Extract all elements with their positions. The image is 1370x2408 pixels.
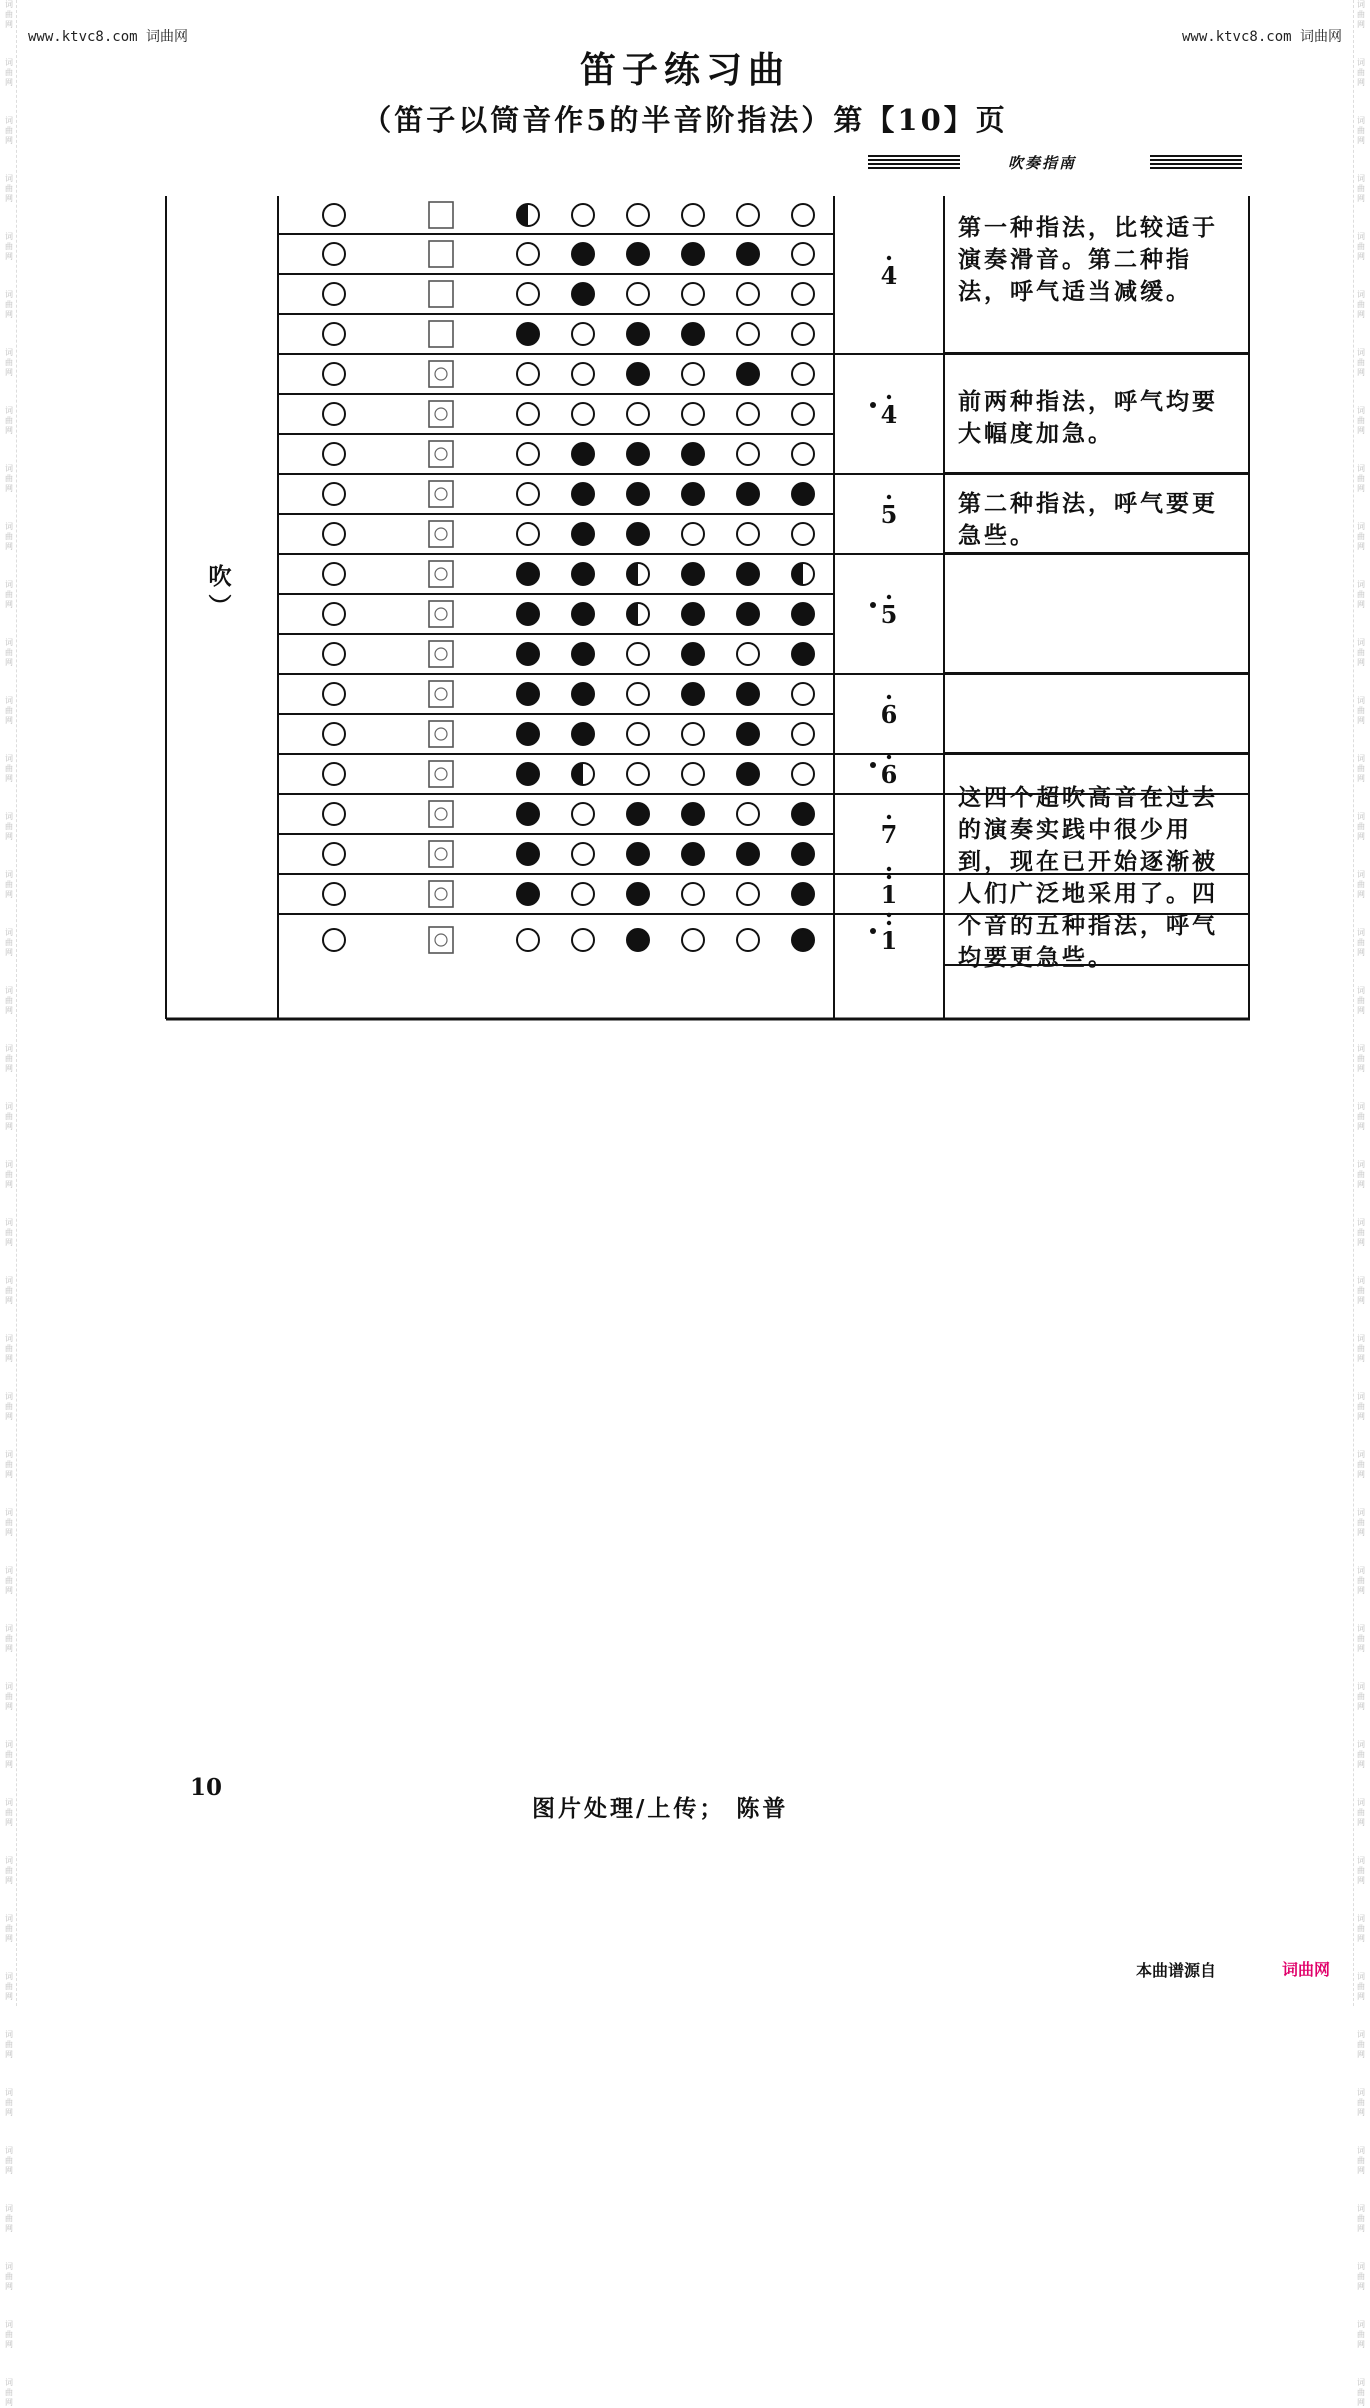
sharp-mark <box>870 402 876 408</box>
watermark-text: 词曲网 <box>5 928 13 957</box>
hole-closed <box>792 603 814 625</box>
hole-open <box>323 443 345 465</box>
hole-open <box>792 443 814 465</box>
watermark-text: 词曲网 <box>5 348 13 377</box>
hole-closed <box>627 929 649 951</box>
watermark-text: 词曲网 <box>5 2088 13 2117</box>
hole-open <box>682 883 704 905</box>
note-label: 1 <box>880 880 898 909</box>
hole-closed <box>737 683 759 705</box>
hole-open <box>682 763 704 785</box>
hole-open <box>323 323 345 345</box>
note-label: 5 <box>880 500 898 529</box>
page-title: 笛子练习曲 <box>579 49 790 91</box>
watermark-text: 词曲网 <box>1357 0 1365 29</box>
hole-open <box>323 883 345 905</box>
hole-closed <box>572 443 594 465</box>
watermark-text: 词曲网 <box>5 638 13 667</box>
watermark-text: 词曲网 <box>1357 2030 1365 2059</box>
hole-closed <box>572 603 594 625</box>
hole-closed <box>792 803 814 825</box>
membrane-hole <box>429 761 453 787</box>
hole-closed <box>682 803 704 825</box>
hole-open <box>517 929 539 951</box>
section-label: 吹奏指南 <box>1008 154 1077 172</box>
hole-closed <box>572 643 594 665</box>
membrane-hole <box>429 202 453 228</box>
watermark-text: 词曲网 <box>1357 580 1365 609</box>
watermark-text: 词曲网 <box>5 2262 13 2291</box>
hole-open <box>682 363 704 385</box>
watermark-text: 词曲网 <box>5 1160 13 1189</box>
note-6: 这四个超吹高音在过去的演奏实践中很少用到，现在已开始逐渐被人们广泛地采用了。四个音的五种指法，呼气均要更急些。 <box>958 784 1218 971</box>
watermark-text: 词曲网 <box>1357 638 1365 667</box>
hole-closed <box>572 283 594 305</box>
membrane-hole <box>429 681 453 707</box>
watermark-text: 词曲网 <box>5 1740 13 1769</box>
watermark-text: 词曲网 <box>1357 870 1365 899</box>
octave-dot <box>887 695 891 699</box>
hole-closed <box>737 363 759 385</box>
octave-dot <box>887 256 891 260</box>
watermark-text: 词曲网 <box>5 58 13 87</box>
note-label: 4 <box>880 400 898 429</box>
hole-closed <box>627 883 649 905</box>
hole-open <box>572 929 594 951</box>
membrane-hole <box>429 561 453 587</box>
hole-closed <box>517 643 539 665</box>
watermark-text: 词曲网 <box>5 116 13 145</box>
hole-open <box>572 204 594 226</box>
hole-open <box>323 763 345 785</box>
hole-open <box>572 803 594 825</box>
watermark-text: 词曲网 <box>1357 1392 1365 1421</box>
membrane-hole <box>429 601 453 627</box>
hole-closed <box>682 323 704 345</box>
hole-closed <box>517 843 539 865</box>
hole-open <box>737 643 759 665</box>
watermark-text: 词曲网 <box>5 1102 13 1131</box>
octave-dot <box>887 755 891 759</box>
page-subtitle: （笛子以筒音作5的半音阶指法）第【10】页 <box>362 103 1008 137</box>
watermark-text: 词曲网 <box>1357 1972 1365 2001</box>
hole-open <box>627 204 649 226</box>
watermark-text: 词曲网 <box>5 2146 13 2175</box>
hole-open <box>323 523 345 545</box>
hole-open <box>517 483 539 505</box>
watermark-text: 词曲网 <box>5 2378 13 2407</box>
watermark-text: 词曲网 <box>1357 1218 1365 1247</box>
hole-closed <box>572 523 594 545</box>
hole-open <box>737 283 759 305</box>
hole-open <box>572 363 594 385</box>
octave-dot <box>887 867 891 871</box>
hole-closed <box>737 603 759 625</box>
membrane-hole <box>429 801 453 827</box>
watermark-text: 词曲网 <box>5 2204 13 2233</box>
hole-closed <box>682 643 704 665</box>
hole-open <box>323 403 345 425</box>
note-label: 6 <box>880 700 898 729</box>
hole-open <box>627 683 649 705</box>
hole-closed <box>737 243 759 265</box>
hole-closed <box>682 603 704 625</box>
hole-open <box>682 723 704 745</box>
watermark-text: 词曲网 <box>5 290 13 319</box>
sharp-mark <box>870 602 876 608</box>
decor-lines-right <box>1150 155 1242 169</box>
hole-open <box>323 929 345 951</box>
watermark-text: 词曲网 <box>1357 928 1365 957</box>
hole-open <box>792 403 814 425</box>
hole-open <box>792 763 814 785</box>
watermark-text: 词曲网 <box>5 870 13 899</box>
watermark-text: 词曲网 <box>1357 1740 1365 1769</box>
watermark-text: 词曲网 <box>1357 290 1365 319</box>
watermark-text: 词曲网 <box>5 1972 13 2001</box>
watermark-text: 词曲网 <box>1357 1450 1365 1479</box>
hole-half-fill <box>517 204 528 226</box>
hole-open <box>323 803 345 825</box>
note-label: 4 <box>880 261 898 290</box>
left-watermark-strip <box>2 0 17 2407</box>
watermark-text: 词曲网 <box>5 174 13 203</box>
hole-open <box>792 283 814 305</box>
hole-open <box>737 323 759 345</box>
hole-open <box>627 403 649 425</box>
watermark-text: 词曲网 <box>5 812 13 841</box>
hole-closed <box>627 843 649 865</box>
hole-open <box>737 204 759 226</box>
watermark-text: 词曲网 <box>1357 116 1365 145</box>
hole-closed <box>572 563 594 585</box>
watermark-text: 词曲网 <box>1357 2378 1365 2407</box>
source-label: 本曲谱源自 <box>1136 1961 1217 1980</box>
decor-lines-left <box>868 155 960 169</box>
hole-closed <box>517 723 539 745</box>
hole-open <box>627 723 649 745</box>
hole-closed <box>517 883 539 905</box>
watermark-text: 词曲网 <box>5 464 13 493</box>
watermark-text: 词曲网 <box>5 232 13 261</box>
note-label: 6 <box>880 760 898 789</box>
hole-closed <box>517 603 539 625</box>
hole-closed <box>792 929 814 951</box>
hole-closed <box>682 443 704 465</box>
hole-half-fill <box>572 763 583 785</box>
hole-open <box>572 843 594 865</box>
hole-closed <box>792 483 814 505</box>
hole-open <box>517 243 539 265</box>
hole-open <box>323 643 345 665</box>
hole-open <box>517 363 539 385</box>
membrane-hole <box>429 881 453 907</box>
hole-open <box>792 683 814 705</box>
hole-closed <box>627 523 649 545</box>
hole-open <box>517 403 539 425</box>
watermark-text: 词曲网 <box>1357 1276 1365 1305</box>
watermark-text: 词曲网 <box>5 1624 13 1653</box>
watermark-text: 词曲网 <box>1357 464 1365 493</box>
note-3: 第二种指法，呼气要更急些。 <box>958 490 1218 549</box>
watermark-text: 词曲网 <box>5 1914 13 1943</box>
hole-closed <box>737 483 759 505</box>
hole-closed <box>517 323 539 345</box>
hole-closed <box>517 563 539 585</box>
hole-open <box>572 323 594 345</box>
watermark-text: 词曲网 <box>1357 1160 1365 1189</box>
note-label: 1 <box>880 926 898 955</box>
hole-open <box>572 883 594 905</box>
watermark-text: 词曲网 <box>1357 1102 1365 1131</box>
hole-open <box>323 204 345 226</box>
note-label: 5 <box>880 600 898 629</box>
side-label <box>205 562 235 622</box>
hole-closed <box>737 763 759 785</box>
hole-open <box>323 483 345 505</box>
watermark-text: 词曲网 <box>5 1798 13 1827</box>
section-header-strip <box>868 152 1242 172</box>
hole-open <box>737 929 759 951</box>
hole-open <box>323 363 345 385</box>
hole-closed <box>627 443 649 465</box>
watermark-text: 词曲网 <box>5 1682 13 1711</box>
membrane-hole <box>429 361 453 387</box>
hole-closed <box>682 243 704 265</box>
watermark-text: 词曲网 <box>5 406 13 435</box>
octave-dot <box>887 395 891 399</box>
watermark-text: 词曲网 <box>5 1450 13 1479</box>
octave-dot <box>887 495 891 499</box>
hole-closed <box>572 243 594 265</box>
watermark-text: 词曲网 <box>1357 232 1365 261</box>
hole-open <box>737 883 759 905</box>
watermark-text: 词曲网 <box>1357 522 1365 551</box>
hole-open <box>323 603 345 625</box>
watermark-text: 词曲网 <box>1357 406 1365 435</box>
watermark-text: 词曲网 <box>1357 986 1365 1015</box>
hole-closed <box>627 323 649 345</box>
watermark-text: 词曲网 <box>1357 2262 1365 2291</box>
hole-open <box>737 403 759 425</box>
octave-dot <box>887 815 891 819</box>
membrane-hole <box>429 281 453 307</box>
membrane-hole <box>429 521 453 547</box>
hole-closed <box>627 363 649 385</box>
hole-closed <box>627 243 649 265</box>
hole-open <box>737 803 759 825</box>
hole-closed <box>792 843 814 865</box>
hole-open <box>792 363 814 385</box>
watermark-text: 词曲网 <box>1357 1914 1365 1943</box>
hole-open <box>682 283 704 305</box>
watermark-text: 词曲网 <box>1357 2088 1365 2117</box>
hole-open <box>737 523 759 545</box>
hole-open <box>323 683 345 705</box>
hole-closed <box>517 803 539 825</box>
hole-closed <box>627 803 649 825</box>
octave-dot <box>887 921 891 925</box>
hole-half-fill <box>627 563 638 585</box>
watermark-text: 词曲网 <box>5 522 13 551</box>
octave-dot <box>887 595 891 599</box>
brand-link[interactable]: 词曲网 <box>1282 1960 1331 1979</box>
hole-open <box>792 523 814 545</box>
hole-open <box>517 523 539 545</box>
hole-closed <box>682 843 704 865</box>
hole-open <box>682 523 704 545</box>
watermark-text: 词曲网 <box>5 1276 13 1305</box>
hole-closed <box>517 763 539 785</box>
watermark-text: 词曲网 <box>1357 1508 1365 1537</box>
hole-open <box>682 403 704 425</box>
watermark-text: 词曲网 <box>1357 2204 1365 2233</box>
hole-closed <box>792 643 814 665</box>
watermark-text: 词曲网 <box>1357 1856 1365 1885</box>
hole-open <box>323 283 345 305</box>
hole-open <box>627 283 649 305</box>
watermark-text: 词曲网 <box>1357 754 1365 783</box>
hole-closed <box>572 683 594 705</box>
watermark-text: 词曲网 <box>1357 1682 1365 1711</box>
watermark-text: 词曲网 <box>5 1334 13 1363</box>
watermark-text: 词曲网 <box>5 1856 13 1885</box>
watermark-text: 词曲网 <box>5 1392 13 1421</box>
watermark-text: 词曲网 <box>5 986 13 1015</box>
watermark-text: 词曲网 <box>1357 58 1365 87</box>
credit-line: 图片处理/上传； 陈普 <box>532 1795 789 1822</box>
watermark-text: 词曲网 <box>5 696 13 725</box>
watermark-text: 词曲网 <box>1357 696 1365 725</box>
hole-open <box>627 763 649 785</box>
side-label-char: 吹 <box>208 563 232 590</box>
membrane-hole <box>429 721 453 747</box>
hole-closed <box>737 563 759 585</box>
page-number: 10 <box>190 1774 223 1801</box>
watermark-text: 词曲网 <box>1357 2146 1365 2175</box>
watermark-text: 词曲网 <box>5 1508 13 1537</box>
membrane-hole <box>429 441 453 467</box>
hole-half-fill <box>792 563 803 585</box>
hole-open <box>323 843 345 865</box>
note-label: 7 <box>880 820 898 849</box>
note-1: 第一种指法，比较适于演奏滑音。第二种指法，呼气适当减缓。 <box>958 214 1218 305</box>
site-url-left[interactable]: www.ktvc8.com 词曲网 <box>28 29 189 45</box>
hole-open <box>517 283 539 305</box>
site-url-right[interactable]: www.ktvc8.com 词曲网 <box>1181 29 1342 45</box>
hole-closed <box>572 723 594 745</box>
octave-dot <box>887 913 891 917</box>
hole-closed <box>682 683 704 705</box>
hole-closed <box>737 723 759 745</box>
hole-open <box>682 204 704 226</box>
sharp-mark <box>870 762 876 768</box>
sharp-mark <box>870 928 876 934</box>
hole-closed <box>682 483 704 505</box>
hole-half-fill <box>627 603 638 625</box>
watermark-text: 词曲网 <box>1357 1044 1365 1073</box>
watermark-text: 词曲网 <box>1357 1624 1365 1653</box>
hole-open <box>792 723 814 745</box>
membrane-hole <box>429 241 453 267</box>
membrane-hole <box>429 841 453 867</box>
watermark-text: 词曲网 <box>1357 812 1365 841</box>
watermark-text: 词曲网 <box>1357 2320 1365 2349</box>
watermark-text: 词曲网 <box>5 2030 13 2059</box>
watermark-text: 词曲网 <box>1357 1334 1365 1363</box>
hole-open <box>323 243 345 265</box>
hole-closed <box>572 483 594 505</box>
membrane-hole <box>429 481 453 507</box>
side-label-char: ︶ <box>208 593 232 620</box>
right-watermark-strip <box>1353 0 1368 2407</box>
hole-open <box>323 563 345 585</box>
hole-open <box>792 243 814 265</box>
watermark-text: 词曲网 <box>5 1044 13 1073</box>
watermark-text: 词曲网 <box>5 580 13 609</box>
octave-dot <box>887 875 891 879</box>
hole-open <box>517 443 539 465</box>
hole-open <box>323 723 345 745</box>
hole-open <box>627 643 649 665</box>
hole-open <box>792 204 814 226</box>
membrane-hole <box>429 401 453 427</box>
hole-closed <box>737 843 759 865</box>
watermark-text: 词曲网 <box>1357 348 1365 377</box>
hole-open <box>682 929 704 951</box>
membrane-hole <box>429 641 453 667</box>
membrane-hole <box>429 321 453 347</box>
hole-closed <box>627 483 649 505</box>
watermark-text: 词曲网 <box>1357 1798 1365 1827</box>
hole-open <box>737 443 759 465</box>
hole-closed <box>792 883 814 905</box>
membrane-hole <box>429 927 453 953</box>
hole-open <box>572 403 594 425</box>
watermark-text: 词曲网 <box>1357 174 1365 203</box>
hole-open <box>792 323 814 345</box>
watermark-text: 词曲网 <box>5 754 13 783</box>
watermark-text: 词曲网 <box>1357 1566 1365 1595</box>
watermark-text: 词曲网 <box>5 1566 13 1595</box>
hole-closed <box>682 563 704 585</box>
watermark-text: 词曲网 <box>5 0 13 29</box>
note-2: 前两种指法，呼气均要大幅度加急。 <box>958 388 1218 447</box>
hole-closed <box>517 683 539 705</box>
watermark-text: 词曲网 <box>5 2320 13 2349</box>
watermark-text: 词曲网 <box>5 1218 13 1247</box>
